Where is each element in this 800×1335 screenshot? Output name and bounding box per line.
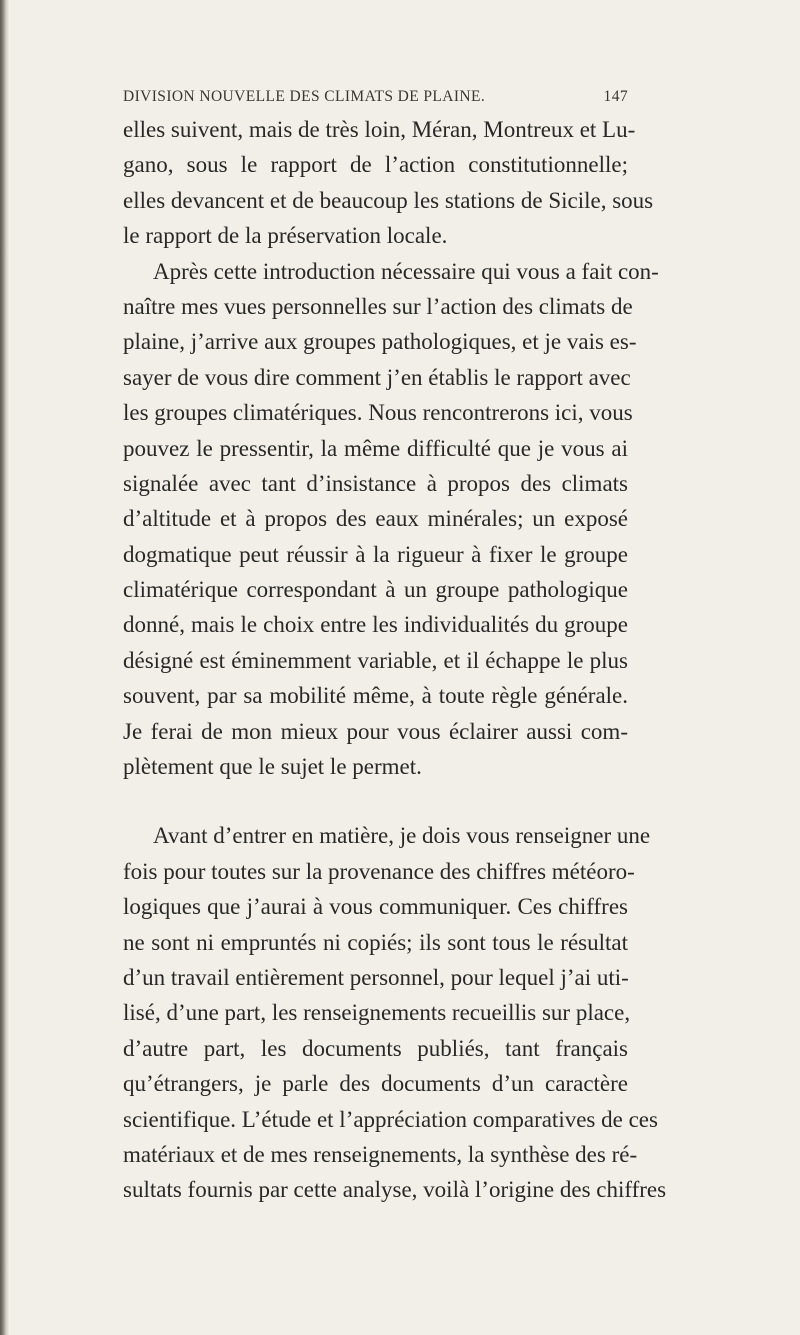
text-line: Après cette introduction nécessaire qui vous a fait con- bbox=[153, 258, 659, 284]
text-line: les groupes climatériques. Nous rencontrerons ici, vous bbox=[123, 400, 633, 426]
text-line: désigné est éminemment variable, et il échappe le plus bbox=[123, 647, 628, 673]
running-title: DIVISION NOUVELLE DES CLIMATS DE PLAINE. bbox=[123, 88, 486, 105]
text-line: gano, sous le rapport de l’action constitutionnelle; bbox=[123, 152, 628, 178]
text-line: elles suivent, mais de très loin, Méran, Montreux et Lu- bbox=[123, 117, 636, 142]
text-line: ne sont ni empruntés ni copiés; ils sont tous le résultat bbox=[123, 929, 628, 955]
text-line: lisé, d’une part, les renseignements recueillis sur place, bbox=[123, 1000, 631, 1026]
text-line: le rapport de la préservation locale. bbox=[123, 223, 448, 249]
text-line: logiques que j’aurai à vous communiquer. Ces chiffres bbox=[123, 894, 628, 920]
text-line: climatérique correspondant à un groupe pathologique bbox=[123, 577, 628, 603]
text-line: Avant d’entrer en matière, je dois vous renseigner une bbox=[153, 823, 651, 849]
paragraph-spacer bbox=[123, 784, 628, 818]
paragraph bbox=[123, 254, 659, 785]
text-line: matériaux et de mes renseignements, la synthèse des ré- bbox=[123, 1141, 638, 1167]
paragraph bbox=[123, 818, 667, 1207]
text-line: souvent, par sa mobilité même, à toute règle générale. bbox=[123, 683, 628, 709]
page-number: 147 bbox=[603, 88, 628, 105]
text-line: plaine, j’arrive aux groupes pathologiques, et je vais es- bbox=[123, 329, 637, 355]
running-header bbox=[123, 88, 628, 110]
text-line: donné, mais le choix entre les individualités du groupe bbox=[123, 612, 628, 638]
text-line: d’un travail entièrement personnel, pour lequel j’ai uti- bbox=[123, 964, 629, 990]
text-line: d’autre part, les documents publiés, tant français bbox=[123, 1035, 628, 1061]
text-line: Je ferai de mon mieux pour vous éclairer aussi com- bbox=[123, 718, 628, 744]
text-line: qu’étrangers, je parle des documents d’un caractère bbox=[123, 1071, 628, 1097]
text-line: scientifique. L’étude et l’appréciation comparatives de ces bbox=[123, 1106, 658, 1132]
text-line: plètement que le sujet le permet. bbox=[123, 754, 422, 780]
text-line: pouvez le pressentir, la même difficulté que je vous ai bbox=[123, 435, 628, 461]
paragraph bbox=[123, 112, 654, 254]
text-line: sayer de vous dire comment j’en établis le rapport avec bbox=[123, 364, 631, 390]
text-line: elles devancent et de beaucoup les stations de Sicile, sous bbox=[123, 187, 654, 213]
body-text bbox=[123, 112, 667, 1208]
text-line: d’altitude et à propos des eaux minérales; un exposé bbox=[123, 506, 628, 532]
text-line: signalée avec tant d’insistance à propos des climats bbox=[123, 470, 628, 496]
text-line: fois pour toutes sur la provenance des chiffres météoro- bbox=[123, 858, 635, 884]
text-line: sultats fournis par cette analyse, voilà l’origine des chiffres bbox=[123, 1177, 667, 1203]
text-line: naître mes vues personnelles sur l’action des climats de bbox=[123, 293, 633, 319]
text-line: dogmatique peut réussir à la rigueur à fixer le groupe bbox=[123, 541, 628, 567]
